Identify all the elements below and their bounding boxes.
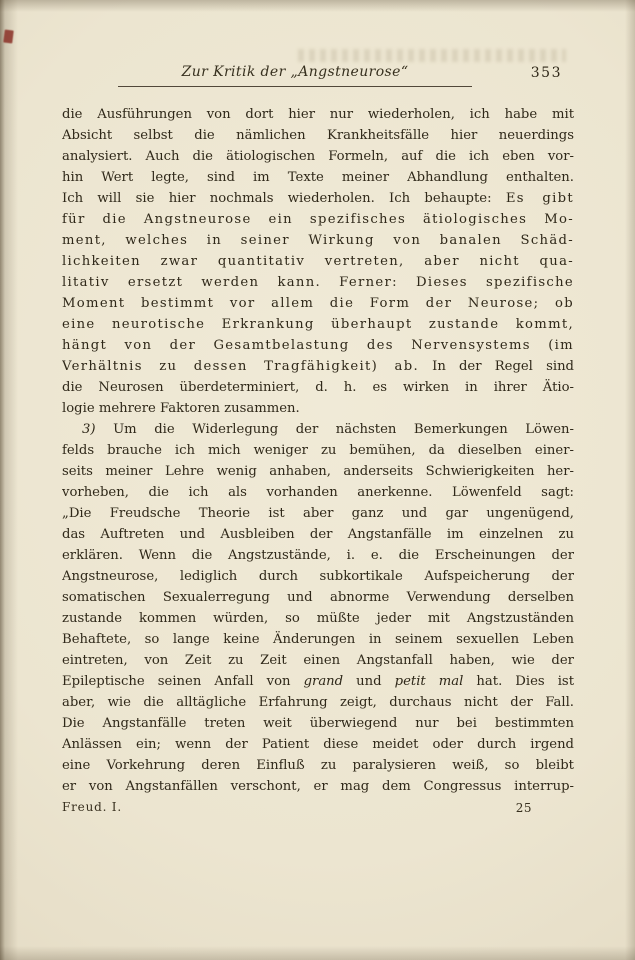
- text-run: Angstneurose, lediglich durch subkortikale Aufspeicherung der: [62, 569, 574, 584]
- text-line: [62, 188, 574, 209]
- text-line: [62, 608, 574, 629]
- text-line: [62, 314, 574, 335]
- paragraph: [62, 104, 574, 419]
- page-edge-shadow-bottom: [0, 946, 635, 960]
- text-run: erklären. Wenn die Angstzustände, i. e. die Erscheinungen der: [62, 548, 574, 563]
- text-run: eintreten, von Zeit zu Zeit einen Angstanfall haben, wie der: [62, 653, 574, 668]
- emphasis-spaced-text-run: ment, welches in seiner Wirkung von banalen Schäd-: [62, 233, 574, 248]
- italic-text-run: grand: [303, 674, 344, 689]
- text-run: Um die Widerlegung der nächsten Bemerkungen Löwen-: [95, 422, 574, 437]
- text-line: [62, 251, 574, 272]
- text-run: die Neurosen überdeterminiert, d. h. es wirken in ihrer Ätio-: [62, 380, 574, 395]
- text-run: das Auftreten und Ausbleiben der Angstanfälle im einzelnen zu: [62, 527, 574, 542]
- page-number: 353: [530, 65, 562, 81]
- text-run: die Ausführungen von dort hier nur wiederholen, ich habe mit: [62, 107, 574, 122]
- text-line: [62, 398, 574, 419]
- text-line: [62, 587, 574, 608]
- italic-text-run: 3): [82, 422, 96, 437]
- text-line: [62, 461, 574, 482]
- text-run: somatischen Sexualerregung und abnorme Verwendung derselben: [62, 590, 574, 605]
- text-line: [62, 482, 574, 503]
- text-line: [62, 356, 574, 377]
- text-run: seits meiner Lehre wenig anhaben, anderseits Schwierigkeiten her-: [62, 464, 574, 479]
- page-footer: [62, 800, 574, 818]
- text-line: [62, 524, 574, 545]
- text-line: [62, 104, 574, 125]
- emphasis-spaced-text-run: litativ ersetzt werden kann. Ferner: Dieses spezifische: [62, 275, 574, 290]
- text-line: [62, 776, 574, 797]
- emphasis-spaced-text-run: lichkeiten zwar quantitativ vertreten, aber nicht qua-: [62, 254, 574, 269]
- text-line: [62, 272, 574, 293]
- text-line: [62, 713, 574, 734]
- text-line: [62, 755, 574, 776]
- text-run: aber, wie die alltägliche Erfahrung zeigt, durchaus nicht der Fall.: [62, 695, 574, 710]
- text-run: Behaftete, so lange keine Änderungen in seinem sexuellen Leben: [62, 632, 574, 647]
- text-run: eine Vorkehrung deren Einfluß zu paralysieren weiß, so bleibt: [62, 758, 574, 773]
- red-ink-mark: [3, 30, 14, 44]
- emphasis-spaced-text-run: für die Angstneurose ein spezifisches ätiologisches Mo-: [62, 212, 574, 227]
- text-run: felds brauche ich mich weniger zu bemühen, da dieselben einer-: [62, 443, 574, 458]
- text-line: [62, 650, 574, 671]
- emphasis-spaced-text-run: eine neurotische Erkrankung überhaupt zustande kommt,: [62, 317, 574, 332]
- emphasis-spaced-text-run: Es gibt: [505, 191, 574, 206]
- emphasis-spaced-text-run: hängt von der Gesamtbelastung des Nervensystems (im: [62, 338, 574, 353]
- italic-text-run: petit mal: [394, 674, 464, 689]
- text-line: [62, 377, 574, 398]
- text-line: [62, 419, 574, 440]
- text-run: Anlässen ein; wenn der Patient diese meidet oder durch irgend: [62, 737, 574, 752]
- text-line: [62, 125, 574, 146]
- page-showthrough-artifact: [298, 49, 566, 62]
- text-line: [62, 293, 574, 314]
- text-block: [62, 104, 574, 797]
- text-line: [62, 146, 574, 167]
- text-line: [62, 167, 574, 188]
- page-edge-shadow-top: [0, 0, 635, 12]
- text-run: logie mehrere Faktoren zusammen.: [62, 401, 300, 416]
- text-run: analysiert. Auch die ätiologischen Formeln, auf die ich eben vor-: [62, 149, 574, 164]
- footer-signature-number: 25: [515, 801, 532, 815]
- text-run: Ich will sie hier nochmals wiederholen. Ich behaupte:: [62, 191, 506, 206]
- text-line: [62, 692, 574, 713]
- text-run: hin Wert legte, sind im Texte meiner Abhandlung enthalten.: [62, 170, 574, 185]
- emphasis-spaced-text-run: Moment bestimmt vor allem die Form der Neurose; ob: [62, 296, 574, 311]
- paragraph: [62, 419, 574, 797]
- text-run: vorheben, die ich als vorhanden anerkenne. Löwenfeld sagt:: [62, 485, 574, 500]
- text-line: [62, 335, 574, 356]
- text-run: Epileptische seinen Anfall von: [62, 674, 304, 689]
- text-run: hat. Dies ist: [463, 674, 574, 689]
- text-run: und: [343, 674, 395, 689]
- text-line: [62, 440, 574, 461]
- text-line: [62, 566, 574, 587]
- text-line: [62, 503, 574, 524]
- text-line: [62, 230, 574, 251]
- footer-imprint: Freud. I.: [62, 800, 122, 814]
- text-run: Die Angstanfälle treten weit überwiegend nur bei bestimmten: [62, 716, 574, 731]
- text-run: Absicht selbst die nämlichen Krankheitsfälle hier neuerdings: [62, 128, 574, 143]
- text-run: „Die Freudsche Theorie ist aber ganz und gar ungenügend,: [62, 506, 574, 521]
- text-line: [62, 734, 574, 755]
- text-line: [62, 209, 574, 230]
- header-title: Zur Kritik der „Angstneurose“: [181, 64, 409, 80]
- text-line: [62, 629, 574, 650]
- running-header: [62, 64, 574, 94]
- text-line: [62, 545, 574, 566]
- emphasis-spaced-text-run: Verhältnis zu dessen Tragfähigkeit) ab.: [62, 359, 419, 374]
- page-edge-shadow-right: [625, 0, 635, 960]
- text-run: zustande kommen würden, so müßte jeder mit Angstzuständen: [62, 611, 574, 626]
- header-rule: [118, 64, 472, 87]
- text-run: er von Angstanfällen verschont, er mag dem Congressus interrup-: [62, 779, 574, 794]
- text-line: [62, 671, 574, 692]
- page-edge-shadow-left: [0, 0, 18, 960]
- text-run: In der Regel sind: [418, 359, 574, 374]
